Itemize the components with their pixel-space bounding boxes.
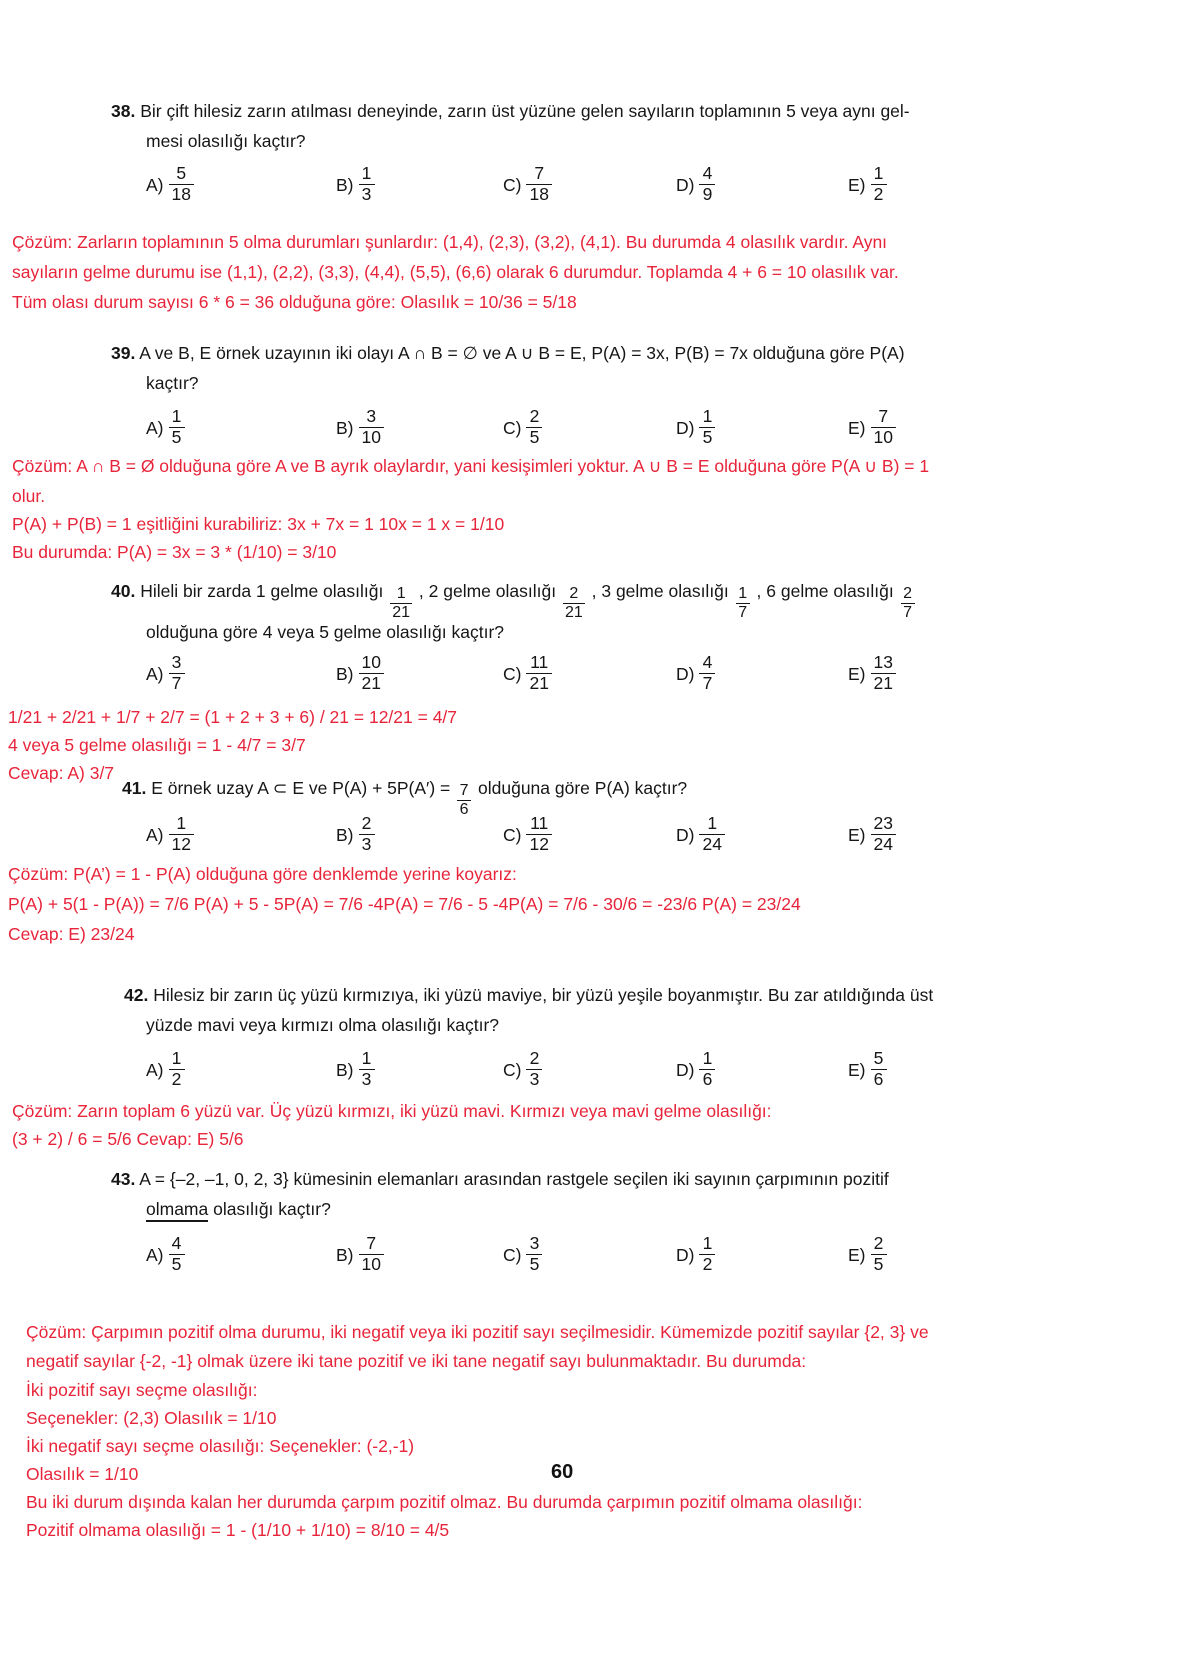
option-39-C-letter: C) [503, 418, 522, 439]
option-42-D-fraction [699, 1050, 715, 1088]
option-39-C-fraction [526, 408, 542, 446]
question-40-number: 40. [111, 581, 136, 601]
numerator: 1 [171, 406, 182, 426]
option-43-E[interactable] [848, 1235, 887, 1273]
denominator: 7 [903, 604, 913, 622]
solution-43-line-5: İki negatif sayı seçme olasılığı: Seçenekler: (-2,-1) [26, 1436, 415, 1456]
question-42-line-1 [124, 980, 933, 1010]
option-38-C-letter: C) [503, 175, 522, 196]
question-40-fraction-4 [901, 586, 915, 621]
option-40-A-letter: A) [146, 664, 164, 685]
option-40-D-letter: D) [676, 664, 695, 685]
solution-43-line-8: Pozitif olmama olasılığı = 1 - (1/10 + 1/10) = 8/10 = 4/5 [26, 1520, 450, 1540]
denominator: 9 [702, 183, 713, 204]
denominator: 6 [459, 801, 469, 819]
solution-39-line-3: P(A) + P(B) = 1 eşitliğini kurabiliriz: 3x + 7x = 1 10x = 1 x = 1/10 [12, 514, 505, 534]
option-42-C-fraction [526, 1050, 542, 1088]
option-41-A-letter: A) [146, 825, 164, 846]
option-40-B-fraction [359, 654, 384, 692]
option-42-D[interactable] [676, 1050, 715, 1088]
option-40-E[interactable] [848, 654, 896, 692]
question-43-text-after: olasılığı kaçtır? [208, 1199, 331, 1219]
solution-42-line-2: (3 + 2) / 6 = 5/6 Cevap: E) 5/6 [12, 1129, 244, 1149]
option-43-A-letter: A) [146, 1245, 164, 1266]
numerator: 2 [529, 406, 540, 426]
denominator: 3 [361, 183, 372, 204]
numerator: 4 [702, 652, 713, 672]
numerator: 1 [171, 1048, 182, 1068]
option-42-E-letter: E) [848, 1060, 866, 1081]
numerator: 2 [873, 1233, 884, 1253]
option-39-E-fraction [871, 408, 896, 446]
solution-39-line-1: Çözüm: A ∩ B = Ø olduğuna göre A ve B ayrık olaylardır, yani kesişimleri yoktur. A ∪ B = E olduğuna göre P(A ∪ B) = 1 [12, 456, 930, 476]
option-43-E-fraction [871, 1235, 887, 1273]
denominator: 21 [529, 672, 549, 693]
question-40-text-part3: , 3 gelme olasılığı [591, 581, 729, 601]
question-43-text-1: A = {–2, –1, 0, 2, 3} kümesinin elemanları arasından rastgele seçilen iki sayının çarpımının pozitif [139, 1169, 889, 1189]
numerator: 1 [702, 1233, 713, 1253]
numerator: 5 [873, 1048, 884, 1068]
question-40-line-2: olduğuna göre 4 veya 5 gelme olasılığı kaçtır? [146, 622, 504, 642]
numerator: 7 [366, 1233, 377, 1253]
question-41-fraction-1 [457, 783, 471, 818]
question-41-text-part2: olduğuna göre P(A) kaçtır? [478, 778, 688, 798]
option-39-D-fraction [699, 408, 715, 446]
option-43-D-fraction [699, 1235, 715, 1273]
question-40-fraction-2 [563, 586, 585, 621]
numerator: 10 [361, 652, 381, 672]
solution-40-line-3: Cevap: A) 3/7 [8, 763, 115, 783]
solution-39-line-4: Bu durumda: P(A) = 3x = 3 * (1/10) = 3/10 [12, 542, 337, 562]
question-42-text-1: Hilesiz bir zarın üç yüzü kırmızıya, iki yüzü maviye, bir yüzü yeşile boyanmıştır. Bu zar atıldığında üst [153, 985, 934, 1005]
denominator: 21 [361, 672, 381, 693]
option-42-D-letter: D) [676, 1060, 695, 1081]
solution-40-line-1: 1/21 + 2/21 + 1/7 + 2/7 = (1 + 2 + 3 + 6) / 21 = 12/21 = 4/7 [8, 707, 458, 727]
option-38-E-letter: E) [848, 175, 866, 196]
option-38-E[interactable] [848, 165, 887, 203]
denominator: 3 [529, 1068, 540, 1089]
option-42-E[interactable] [848, 1050, 887, 1088]
option-43-C-letter: C) [503, 1245, 522, 1266]
option-41-A[interactable] [146, 815, 194, 853]
option-40-D-fraction [699, 654, 715, 692]
option-43-A-fraction [169, 1235, 185, 1273]
question-41-line-1 [122, 773, 687, 817]
numerator: 3 [171, 652, 182, 672]
denominator: 24 [873, 833, 893, 854]
option-38-B-fraction [359, 165, 375, 203]
option-41-C[interactable] [503, 815, 552, 853]
denominator: 5 [529, 1253, 540, 1274]
option-39-A[interactable] [146, 408, 185, 446]
question-42-line-2: yüzde mavi veya kırmızı olma olasılığı kaçtır? [146, 1015, 500, 1035]
solution-38-line-1: Çözüm: Zarların toplamının 5 olma durumları şunlardır: (1,4), (2,3), (3,2), (4,1). Bu durumda 4 olasılık vardır. Aynı [12, 232, 888, 252]
option-41-C-letter: C) [503, 825, 522, 846]
option-38-C[interactable] [503, 165, 552, 203]
denominator: 2 [873, 183, 884, 204]
numerator: 1 [361, 163, 372, 183]
solution-43-line-3: İki pozitif sayı seçme olasılığı: [26, 1380, 258, 1400]
option-39-D[interactable] [676, 408, 715, 446]
denominator: 6 [702, 1068, 713, 1089]
denominator: 6 [873, 1068, 884, 1089]
denominator: 21 [392, 604, 411, 622]
numerator: 23 [873, 813, 893, 833]
denominator: 24 [702, 833, 722, 854]
option-41-B-fraction [359, 815, 375, 853]
question-38-line-1 [111, 96, 910, 126]
option-38-A-fraction [169, 165, 194, 203]
numerator: 1 [707, 813, 718, 833]
option-43-B-fraction [359, 1235, 384, 1273]
question-43-line-2 [146, 1194, 331, 1224]
numerator: 4 [702, 163, 713, 183]
option-38-B[interactable] [336, 165, 375, 203]
numerator: 5 [176, 163, 187, 183]
option-42-A[interactable] [146, 1050, 185, 1088]
question-38-number: 38. [111, 101, 136, 121]
option-40-E-letter: E) [848, 664, 866, 685]
option-43-E-letter: E) [848, 1245, 866, 1266]
denominator: 5 [171, 1253, 182, 1274]
page-number: 60 [551, 1461, 574, 1483]
numerator: 11 [530, 652, 549, 672]
denominator: 10 [361, 426, 381, 447]
question-41-number: 41. [122, 778, 147, 798]
option-40-C-letter: C) [503, 664, 522, 685]
option-41-D-letter: D) [676, 825, 695, 846]
solution-43-line-2: negatif sayılar {-2, -1} olmak üzere iki tane pozitif ve iki tane negatif sayı bulunmaktadır. Bu durumda: [26, 1351, 807, 1371]
option-38-A-letter: A) [146, 175, 164, 196]
option-40-E-fraction [871, 654, 896, 692]
denominator: 3 [361, 833, 372, 854]
option-41-D[interactable] [676, 815, 725, 853]
numerator: 1 [361, 1048, 372, 1068]
solution-43-line-4: Seçenekler: (2,3) Olasılık = 1/10 [26, 1408, 277, 1428]
solution-38-line-3: Tüm olası durum sayısı 6 * 6 = 36 olduğuna göre: Olasılık = 10/36 = 5/18 [12, 292, 577, 312]
option-41-A-fraction [169, 815, 194, 853]
numerator: 3 [529, 1233, 540, 1253]
numerator: 3 [366, 406, 377, 426]
option-39-E[interactable] [848, 408, 896, 446]
numerator: 1 [396, 585, 406, 602]
option-41-D-fraction [699, 815, 724, 853]
denominator: 7 [171, 672, 182, 693]
option-40-A-fraction [169, 654, 185, 692]
numerator: 7 [459, 782, 469, 799]
option-40-A[interactable] [146, 654, 185, 692]
option-39-C[interactable] [503, 408, 542, 446]
numerator: 1 [873, 163, 884, 183]
question-42-number: 42. [124, 985, 149, 1005]
numerator: 2 [903, 585, 913, 602]
option-38-D-fraction [699, 165, 715, 203]
question-40-text-part1: Hileli bir zarda 1 gelme olasılığı [140, 581, 384, 601]
solution-38-line-2: sayıların gelme durumu ise (1,1), (2,2), (3,3), (4,4), (5,5), (6,6) olarak 6 durumdur. Toplamda 4 + 6 = 10 olasılık var. [12, 262, 899, 282]
denominator: 3 [361, 1068, 372, 1089]
denominator: 18 [529, 183, 549, 204]
question-41-text-part1: E örnek uzay A ⊂ E ve P(A) + 5P(A′) = [151, 778, 451, 798]
option-43-A[interactable] [146, 1235, 185, 1273]
denominator: 5 [529, 426, 540, 447]
numerator: 13 [873, 652, 893, 672]
question-40-fraction-1 [390, 586, 412, 621]
option-40-D[interactable] [676, 654, 715, 692]
option-41-B-letter: B) [336, 825, 354, 846]
option-42-C-letter: C) [503, 1060, 522, 1081]
option-42-A-fraction [169, 1050, 185, 1088]
numerator: 1 [176, 813, 187, 833]
option-43-D[interactable] [676, 1235, 715, 1273]
numerator: 1 [702, 406, 713, 426]
numerator: 7 [534, 163, 545, 183]
option-38-E-fraction [871, 165, 887, 203]
question-43-number: 43. [111, 1169, 136, 1189]
option-43-D-letter: D) [676, 1245, 695, 1266]
solution-43-line-7: Bu iki durum dışında kalan her durumda çarpım pozitif olmaz. Bu durumda çarpımın pozitif olmama olasılığı: [26, 1492, 863, 1512]
denominator: 5 [702, 426, 713, 447]
question-40-text-part2: , 2 gelme olasılığı [418, 581, 557, 601]
option-39-B[interactable] [336, 408, 384, 446]
question-40-fraction-3 [736, 586, 750, 621]
denominator: 10 [873, 426, 893, 447]
option-42-C[interactable] [503, 1050, 542, 1088]
option-42-A-letter: A) [146, 1060, 164, 1081]
solution-43-line-6: Olasılık = 1/10 [26, 1464, 139, 1484]
question-38-options [0, 165, 1181, 221]
numerator: 1 [702, 1048, 713, 1068]
question-43-line-1 [111, 1164, 889, 1194]
numerator: 4 [171, 1233, 182, 1253]
option-42-E-fraction [871, 1050, 887, 1088]
question-40-options [0, 654, 1181, 710]
question-39-text-2: kaçtır? [146, 373, 199, 393]
option-41-C-fraction [526, 815, 551, 853]
option-40-C[interactable] [503, 654, 552, 692]
option-39-A-letter: A) [146, 418, 164, 439]
question-43-options [0, 1235, 1181, 1291]
option-40-C-fraction [526, 654, 551, 692]
denominator: 7 [702, 672, 713, 693]
denominator: 12 [529, 833, 549, 854]
solution-41-line-1: Çözüm: P(A’) = 1 - P(A) olduğuna göre denklemde yerine koyarız: [8, 864, 517, 884]
option-39-D-letter: D) [676, 418, 695, 439]
option-41-E-fraction [871, 815, 896, 853]
option-43-B[interactable] [336, 1235, 384, 1273]
numerator: 7 [878, 406, 889, 426]
option-38-D[interactable] [676, 165, 715, 203]
question-43-underlined-word: olmama [146, 1199, 208, 1222]
denominator: 2 [171, 1068, 182, 1089]
option-43-B-letter: B) [336, 1245, 354, 1266]
option-41-E-letter: E) [848, 825, 866, 846]
option-39-A-fraction [169, 408, 185, 446]
option-38-D-letter: D) [676, 175, 695, 196]
option-43-C[interactable] [503, 1235, 542, 1273]
numerator: 2 [361, 813, 372, 833]
numerator: 2 [529, 1048, 540, 1068]
option-39-E-letter: E) [848, 418, 866, 439]
denominator: 21 [873, 672, 893, 693]
denominator: 5 [873, 1253, 884, 1274]
numerator: 11 [530, 813, 549, 833]
denominator: 21 [564, 604, 583, 622]
solution-41-line-2: P(A) + 5(1 - P(A)) = 7/6 P(A) + 5 - 5P(A) = 7/6 -4P(A) = 7/6 - 5 -4P(A) = 7/6 - 30/6 = -23/6 P(A) = 23/24 [8, 894, 801, 914]
solution-42-line-1: Çözüm: Zarın toplam 6 yüzü var. Üç yüzü kırmızı, iki yüzü mavi. Kırmızı veya mavi gelme olasılığı: [12, 1101, 772, 1121]
question-40-line-1 [111, 576, 917, 620]
option-42-B[interactable] [336, 1050, 375, 1088]
solution-43-line-1: Çözüm: Çarpımın pozitif olma durumu, iki negatif veya iki pozitif sayı seçilmesidir. Kümemizde pozitif sayılar {2, 3} ve [26, 1322, 929, 1342]
denominator: 7 [738, 604, 748, 622]
solution-40-line-2: 4 veya 5 gelme olasılığı = 1 - 4/7 = 3/7 [8, 735, 306, 755]
denominator: 18 [171, 183, 191, 204]
question-40-text-part4: , 6 gelme olasılığı [756, 581, 894, 601]
question-38-text-1: Bir çift hilesiz zarın atılması deneyinde, zarın üst yüzüne gelen sayıların toplamının 5 veya aynı gel- [140, 101, 910, 121]
option-38-A[interactable] [146, 165, 194, 203]
question-38-line-2 [146, 126, 306, 156]
question-39-number: 39. [111, 343, 136, 363]
option-39-B-fraction [359, 408, 384, 446]
option-42-B-letter: B) [336, 1060, 354, 1081]
denominator: 10 [361, 1253, 381, 1274]
question-39-line-1 [111, 338, 905, 368]
option-38-C-fraction [526, 165, 551, 203]
solution-41-line-3: Cevap: E) 23/24 [8, 924, 135, 944]
option-43-C-fraction [526, 1235, 542, 1273]
option-41-B[interactable] [336, 815, 375, 853]
numerator: 1 [738, 585, 748, 602]
option-39-B-letter: B) [336, 418, 354, 439]
question-38-text-2: mesi olasılığı kaçtır? [146, 131, 306, 151]
solution-39-line-2: olur. [12, 486, 46, 506]
question-39-text-1: A ve B, E örnek uzayının iki olayı A ∩ B = ∅ ve A ∪ B = E, P(A) = 3x, P(B) = 7x olduğuna göre P(A) [139, 343, 905, 363]
denominator: 5 [171, 426, 182, 447]
option-40-B[interactable] [336, 654, 384, 692]
option-38-B-letter: B) [336, 175, 354, 196]
option-41-E[interactable] [848, 815, 896, 853]
question-39-line-2 [146, 368, 199, 398]
numerator: 2 [569, 585, 579, 602]
option-40-B-letter: B) [336, 664, 354, 685]
denominator: 2 [702, 1253, 713, 1274]
denominator: 12 [171, 833, 191, 854]
option-42-B-fraction [359, 1050, 375, 1088]
